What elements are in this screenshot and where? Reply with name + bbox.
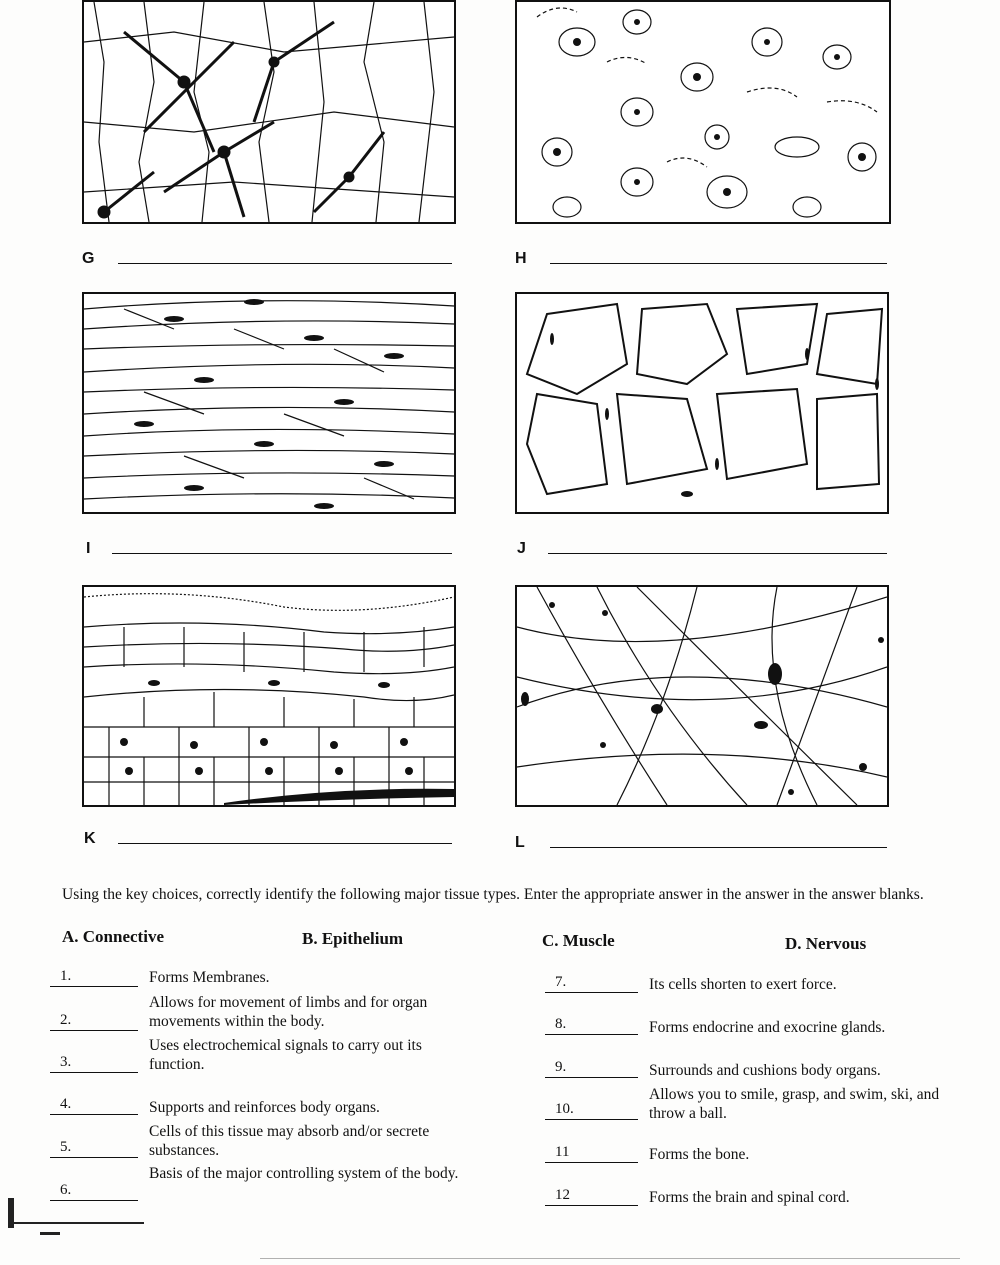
answer-blank-j[interactable] (548, 553, 887, 554)
question-text-1: Forms Membranes. (149, 969, 270, 986)
key-choice-b: B. Epithelium (302, 929, 404, 948)
question-number: 8. (555, 1016, 567, 1032)
scan-artifact (14, 1222, 144, 1224)
panel-label-g: G (82, 250, 95, 267)
question-number: 10. (555, 1101, 574, 1117)
answer-blank-6[interactable] (50, 1182, 138, 1201)
question-text-6: Basis of the major controlling system of the body. (149, 1165, 459, 1182)
answer-blank-12[interactable] (545, 1187, 638, 1206)
panel-label-i: I (86, 540, 91, 557)
adipose-tissue-drawing (517, 294, 887, 512)
question-number: 4. (60, 1096, 72, 1112)
answer-blank-1[interactable] (50, 968, 138, 987)
tissue-image-k (82, 585, 456, 807)
question-text-2: Allows for movement of limbs and for organ movements within the body. (149, 994, 428, 1030)
question-number: 5. (60, 1139, 72, 1155)
question-text-12: Forms the brain and spinal cord. (649, 1189, 850, 1206)
question-number: 9. (555, 1059, 567, 1075)
tissue-image-j (515, 292, 889, 514)
answer-blank-8[interactable] (545, 1016, 638, 1035)
cartilage-drawing (517, 2, 889, 222)
question-number: 1. (60, 968, 72, 984)
smooth-muscle-drawing (84, 294, 454, 512)
panel-label-l: L (515, 834, 525, 851)
panel-label-j: J (517, 540, 526, 557)
instructions-text: Using the key choices, correctly identify the following major tissue types. Enter the appropriate answer in the answer in the answer blanks. (62, 886, 924, 903)
answer-blank-10[interactable] (545, 1101, 638, 1120)
panel-label-h: H (515, 250, 527, 267)
tissue-image-l (515, 585, 889, 807)
answer-blank-5[interactable] (50, 1139, 138, 1158)
question-text-3: Uses electrochemical signals to carry out its function. (149, 1037, 422, 1073)
question-number: 12 (555, 1187, 570, 1203)
question-number: 6. (60, 1182, 72, 1198)
areolar-connective-drawing (517, 587, 887, 805)
question-text-5: Cells of this tissue may absorb and/or secrete substances. (149, 1123, 430, 1159)
question-number: 2. (60, 1012, 72, 1028)
scan-artifact (260, 1258, 960, 1259)
answer-blank-4[interactable] (50, 1096, 138, 1115)
tissue-image-h (515, 0, 891, 224)
answer-blank-7[interactable] (545, 974, 638, 993)
question-number: 7. (555, 974, 567, 990)
scan-artifact (40, 1232, 60, 1235)
answer-blank-l[interactable] (550, 847, 887, 848)
answer-blank-g[interactable] (118, 263, 452, 264)
question-text-9: Surrounds and cushions body organs. (649, 1062, 881, 1079)
answer-blank-3[interactable] (50, 1054, 138, 1073)
panel-label-k: K (84, 830, 96, 847)
answer-blank-i[interactable] (112, 553, 452, 554)
question-text-10: Allows you to smile, grasp, and swim, ski, and throw a ball. (649, 1086, 940, 1122)
answer-blank-11[interactable] (545, 1144, 638, 1163)
question-text-11: Forms the bone. (649, 1146, 750, 1163)
question-number: 11 (555, 1144, 570, 1160)
key-choice-c: C. Muscle (542, 931, 615, 950)
answer-blank-2[interactable] (50, 1012, 138, 1031)
nervous-tissue-drawing (84, 2, 454, 222)
answer-blank-k[interactable] (118, 843, 452, 844)
question-number: 3. (60, 1054, 72, 1070)
stratified-epithelium-drawing (84, 587, 454, 805)
question-text-7: Its cells shorten to exert force. (649, 976, 837, 993)
key-choice-a: A. Connective (62, 927, 164, 946)
question-text-4: Supports and reinforces body organs. (149, 1099, 380, 1116)
question-text-8: Forms endocrine and exocrine glands. (649, 1019, 886, 1036)
tissue-image-g (82, 0, 456, 224)
tissue-image-i (82, 292, 456, 514)
answer-blank-h[interactable] (550, 263, 887, 264)
key-choice-d: D. Nervous (785, 934, 867, 953)
answer-blank-9[interactable] (545, 1059, 638, 1078)
